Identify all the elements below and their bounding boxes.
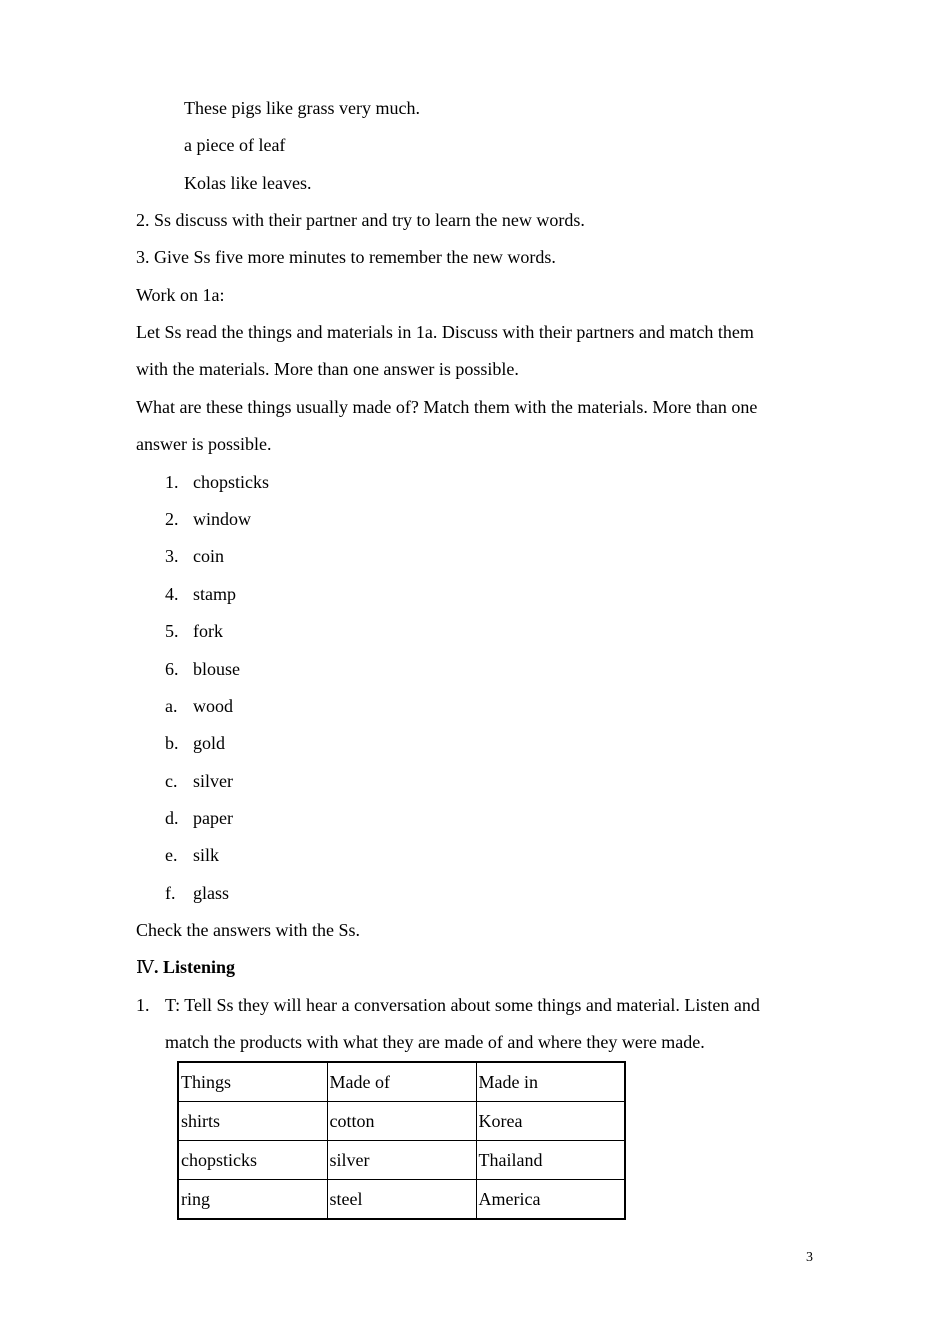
list-number: 3. [165, 546, 179, 566]
table-row [178, 1141, 625, 1180]
list-text: window [193, 509, 251, 529]
intro-line: a piece of leaf [184, 135, 286, 155]
table-header-cell: Made in [476, 1062, 625, 1102]
page-number: 3 [806, 1250, 813, 1265]
table-cell: cotton [327, 1102, 476, 1141]
table-cell: America [476, 1180, 625, 1220]
section-title: . Listening [153, 957, 236, 977]
list-letter: a. [165, 696, 178, 716]
table-cell: ring [178, 1180, 327, 1220]
list-text: chopsticks [193, 472, 269, 492]
list-number: 4. [165, 584, 179, 604]
list-number: 1. [136, 995, 150, 1015]
table-cell: Thailand [476, 1141, 625, 1180]
list-text: silver [193, 771, 233, 791]
intro-line: These pigs like grass very much. [184, 98, 420, 118]
step-line: 3. Give Ss five more minutes to remember the new words. [136, 247, 556, 267]
table-cell: silver [327, 1141, 476, 1180]
listening-text: T: Tell Ss they will hear a conversation about some things and material. Listen and [165, 995, 760, 1015]
section-numeral: Ⅳ [136, 957, 154, 977]
paragraph-line: What are these things usually made of? Match them with the materials. More than one [136, 397, 758, 417]
table-header-row [178, 1062, 625, 1102]
list-letter: f. [165, 883, 176, 903]
table-header-cell: Things [178, 1062, 327, 1102]
list-text: wood [193, 696, 233, 716]
list-text: fork [193, 621, 223, 641]
check-line: Check the answers with the Ss. [136, 920, 360, 940]
work-heading: Work on 1a: [136, 285, 225, 305]
things-table [177, 1061, 626, 1220]
paragraph-line: with the materials. More than one answer is possible. [136, 359, 519, 379]
list-number: 2. [165, 509, 179, 529]
paragraph-line: Let Ss read the things and materials in 1a. Discuss with their partners and match them [136, 322, 754, 342]
table-cell: Korea [476, 1102, 625, 1141]
table-cell: shirts [178, 1102, 327, 1141]
list-number: 1. [165, 472, 179, 492]
paragraph-line: answer is possible. [136, 434, 272, 454]
step-line: 2. Ss discuss with their partner and try to learn the new words. [136, 210, 585, 230]
table-header-cell: Made of [327, 1062, 476, 1102]
list-text: silk [193, 845, 220, 865]
section-heading [136, 956, 235, 978]
list-text: paper [193, 808, 233, 828]
listening-text: match the products with what they are made of and where they were made. [165, 1032, 705, 1052]
list-letter: d. [165, 808, 179, 828]
list-text: gold [193, 733, 226, 753]
list-text: coin [193, 546, 224, 566]
list-text: blouse [193, 659, 240, 679]
table-row [178, 1180, 625, 1220]
table-row [178, 1102, 625, 1141]
list-letter: e. [165, 845, 178, 865]
intro-line: Kolas like leaves. [184, 173, 312, 193]
list-number: 6. [165, 659, 179, 679]
list-letter: c. [165, 771, 178, 791]
list-text: stamp [193, 584, 236, 604]
list-letter: b. [165, 733, 179, 753]
list-text: glass [193, 883, 229, 903]
table-cell: chopsticks [178, 1141, 327, 1180]
table-cell: steel [327, 1180, 476, 1220]
list-number: 5. [165, 621, 179, 641]
